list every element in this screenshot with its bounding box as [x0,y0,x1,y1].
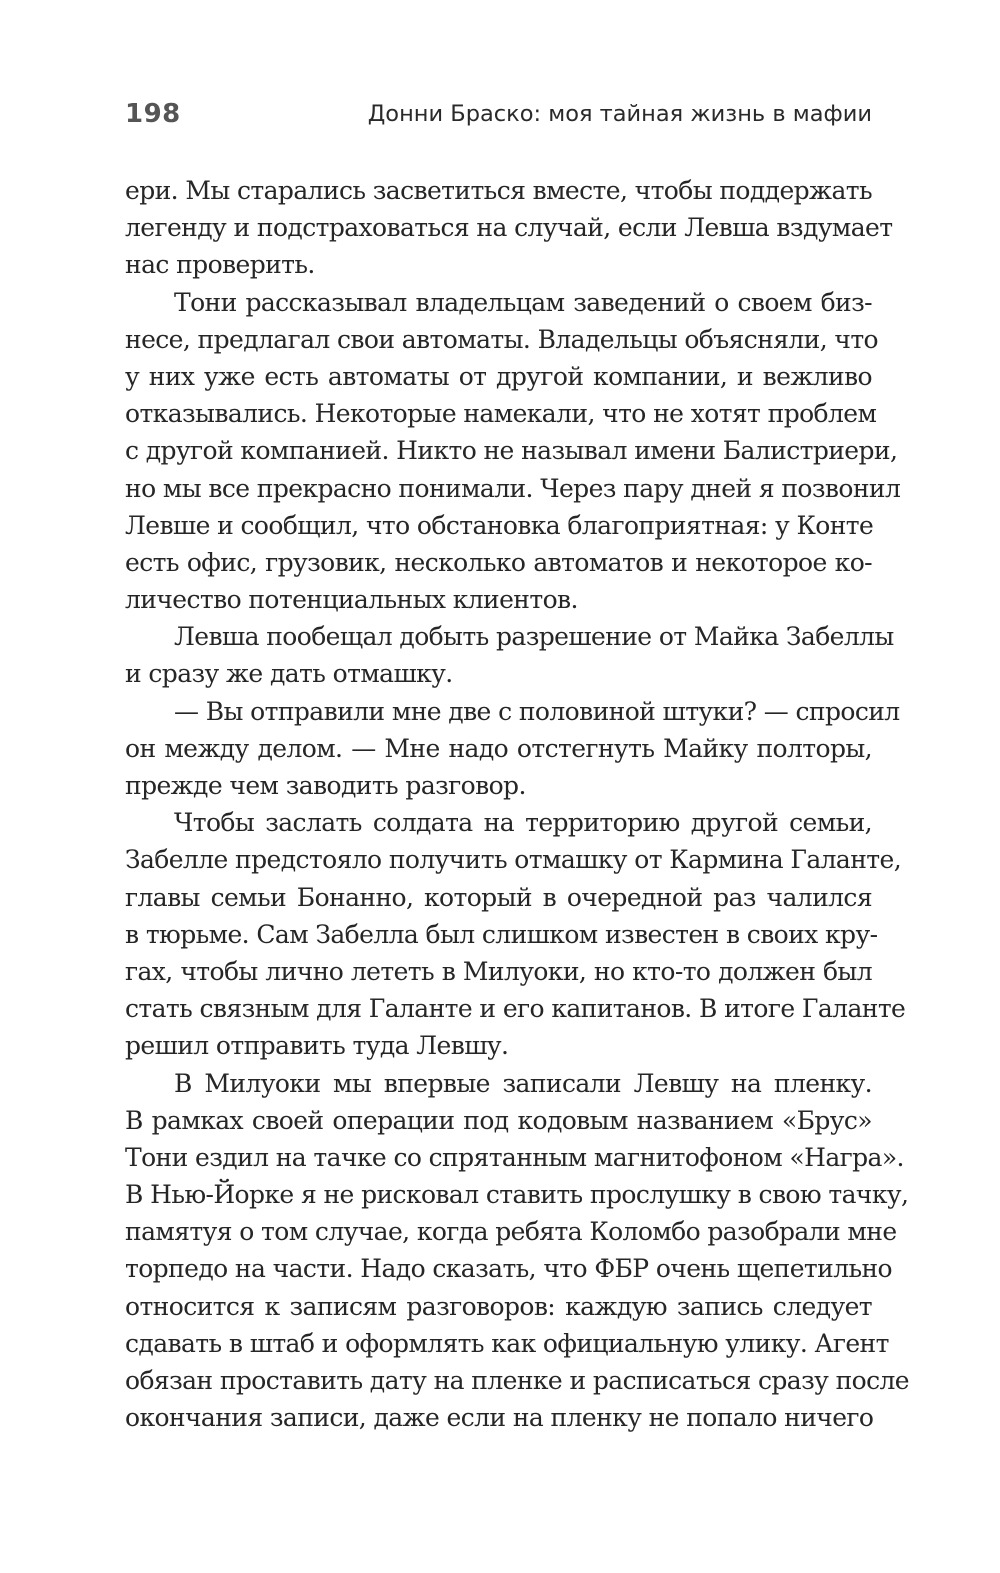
text-line: Тони рассказывал владельцам заведений о своем биз- [174,287,872,317]
text-line: В Нью-Йорке я не рисковал ставить прослушку в свою тачку, [125,1180,909,1210]
text-line: Чтобы заслать солдата на территорию другой семьи, [174,808,872,838]
text-line: памятуя о том случае, когда ребята Коломбо разобрали мне [125,1217,897,1247]
text-line: обязан проставить дату на пленке и расписаться сразу после [125,1366,909,1395]
text-line: отказывались. Некоторые намекали, что не хотят проблем [125,399,877,429]
paragraph [125,284,901,619]
text-line: Левша пообещал добыть разрешение от Майка Забеллы [174,622,894,652]
body-text [125,172,909,1436]
paragraph [125,693,900,805]
text-line: сдавать в штаб и оформлять как официальную улику. Агент [125,1328,889,1358]
text-line: Левше и сообщил, что обстановка благоприятная: у Конте [125,510,874,540]
page-number: 198 [125,99,181,129]
text-line: но мы все прекрасно понимали. Через пару дней я позвонил [125,473,901,503]
text-line: есть офис, грузовик, несколько автоматов и некоторое ко- [125,547,872,577]
text-line: у них уже есть автоматы от другой компании, и вежливо [125,361,872,391]
text-line: несе, предлагал свои автоматы. Владельцы объясняли, что [125,324,879,354]
text-line: прежде чем заводить разговор. [125,771,526,800]
running-title: Донни Браско: моя тайная жизнь в мафии [367,101,872,127]
paragraph [125,172,893,284]
paragraph [125,618,894,692]
paragraph [125,1065,909,1437]
text-line: — Вы отправили мне две с половиной штуки? — спросил [174,696,900,726]
text-line: главы семьи Бонанно, который в очередной раз чалился [125,882,872,912]
text-line: ери. Мы старались засветиться вместе, чтобы поддержать [125,176,872,205]
text-line: торпедо на части. Надо сказать, что ФБР очень щепетильно [125,1254,893,1284]
text-line: решил отправить туда Левшу. [125,1031,509,1061]
text-line: личество потенциальных клиентов. [125,585,578,615]
text-line: с другой компанией. Никто не называл имени Балистриери, [125,436,898,466]
text-line: он между делом. — Мне надо отстегнуть Майку полторы, [125,733,872,763]
paragraph [125,804,906,1064]
text-line: гах, чтобы лично лететь в Милуоки, но кто-то должен был [125,956,872,986]
text-line: окончания записи, даже если на пленку не попало ничего [125,1403,874,1433]
text-line: В рамках своей операции под кодовым названием «Брус» [125,1105,872,1135]
text-line: относится к записям разговоров: каждую запись следует [125,1291,872,1321]
text-line: стать связным для Галанте и его капитанов. В итоге Галанте [125,994,906,1024]
text-line: В Милуоки мы впервые записали Левшу на пленку. [174,1068,872,1098]
text-line: и сразу же дать отмашку. [125,659,453,689]
text-line: легенду и подстраховаться на случай, если Левша вздумает [125,213,893,243]
text-line: Тони ездил на тачке со спрятанным магнитофоном «Награ». [125,1142,904,1172]
text-line: в тюрьме. Сам Забелла был слишком известен в своих кру- [125,919,878,949]
text-line: нас проверить. [125,250,315,280]
page-header [125,94,872,134]
text-line: Забелле предстояло получить отмашку от Кармина Галанте, [125,845,902,875]
